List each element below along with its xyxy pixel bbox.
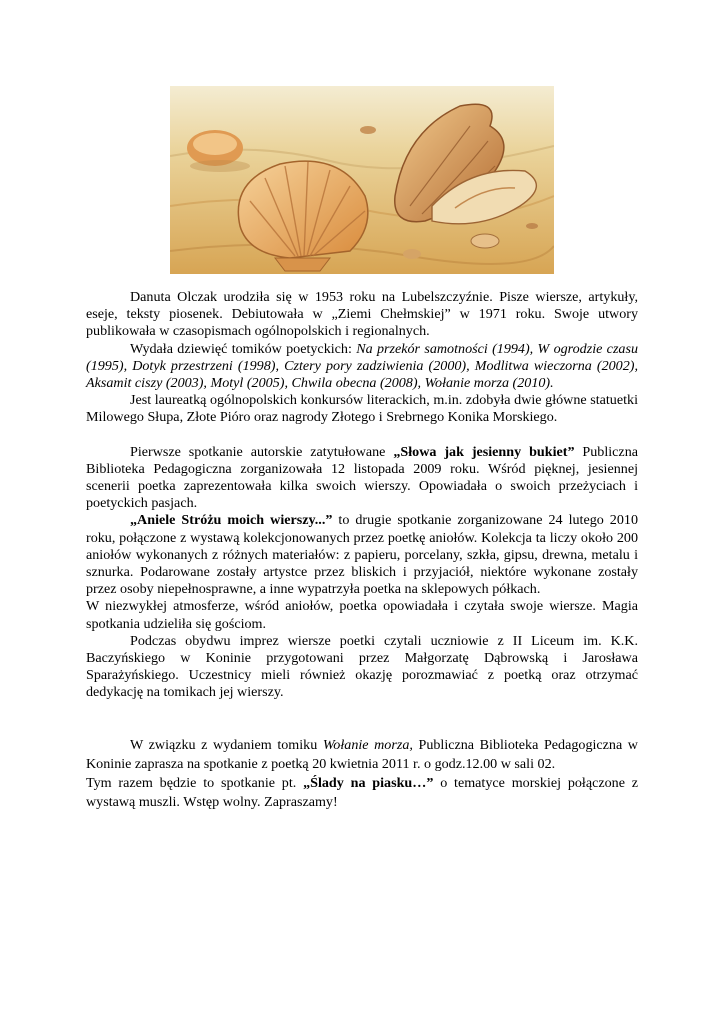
invitation-paragraph [86,736,638,774]
spacer [86,702,638,736]
bio-paragraph-3 [86,392,638,426]
event-title: „Ślady na piasku…” [303,774,434,791]
meeting-atmosphere-paragraph [86,598,638,632]
meeting-1-title: „Słowa jak jesienny bukiet” [393,443,575,460]
atmosphere-text: W niezwykłej atmosferze, wśród aniołów, poetka opowiadała i czytała swoje wiersze. Magia spotkania udzieliła się gościom. [86,598,638,632]
event-intro: Tym razem będzie to spotkanie pt. [86,774,304,791]
bio-lead-text: Wydała dziewięć tomików poetyckich: [130,340,357,357]
article-body [86,289,638,812]
event-text: o tematyce morskiej połączone z wystawą muszli. Wstęp wolny. Zapraszamy! [86,774,638,810]
seashells-illustration [170,86,554,274]
meeting-1-text: Publiczna Biblioteka Pedagogiczna zorganizowała 12 listopada 2009 roku. Wśród pięknej, jesiennej scenerii poetka zaprezentowała kilka swoich wierszy. Opowiadała o swoich przeżyciach i poetyckich pasjach. [86,443,638,512]
invitation-intro: W związku z wydaniem tomiku [130,736,323,753]
poetry-collection-titles: Na przekór samotności (1994), W ogrodzie czasu (1995), Dotyk przestrzeni (1998), Cztery pory zadziwienia (2000), Modlitwa wieczorna (2002), Aksamit ciszy (2003), Motyl (2005), Chwila obecna (2008), Wołanie morza (2010). [86,340,639,392]
seashells-on-sand-icon [170,86,554,274]
readers-text: Podczas obydwu imprez wiersze poetki czytali uczniowie z II Liceum im. K.K. Baczyńskiego w Koninie przygotowani przez Małgorzatę Dąbrowską i Jarosława Sparażyńskiego. Uczestnicy mieli również okazję porozmawiać z poetką oraz otrzymać dedykację na tomikach jej wierszy. [86,632,638,701]
bio-paragraph-1 [86,289,638,341]
book-title: Wołanie morza, [322,736,413,753]
meeting-2-text: to drugie spotkanie zorganizowane 24 lutego 2010 roku, połączone z wystawą kolekcjonowanych przez poetkę aniołów. Kolekcja ta liczy około 200 aniołów wykonanych z różnych materiałów: z papieru, porcelany, szkła, gipsu, drewna, metalu i sznurka. Podarowane zostały artystce przez bliskich i przyjaciół, niektóre wykonane zostały przez osoby niepełnosprawne, a inne wypatrzyła poetka na sklepowych półkach. [86,512,638,598]
awards-text: Jest laureatką ogólnopolskich konkursów literackich, m.in. zdobyła dwie główne statuetki Milowego Słupa, Złote Pióro oraz nagrody Złotego i Srebrnego Konika Morskiego. [86,392,638,426]
meeting-1-intro: Pierwsze spotkanie autorskie zatytułowane [130,443,394,460]
bio-paragraph-2 [86,341,638,393]
invitation-text: Publiczna Biblioteka Pedagogiczna w Koninie zaprasza na spotkanie z poetką 20 kwietnia 2011 r. o godz.12.00 w sali 02. [86,736,638,772]
meeting-2-title: „Aniele Stróżu moich wierszy...” [130,512,333,529]
meeting-2-paragraph [86,512,638,598]
meeting-readers-paragraph [86,633,638,702]
spacer [86,427,638,444]
bio-text: Danuta Olczak urodziła się w 1953 roku na Lubelszczyźnie. Pisze wiersze, artykuły, eseje, teksty piosenek. Debiutowała w „Ziemi Chełmskiej” w 1971 roku. Swoje utwory publikowała w czasopismach ogólnopolskich i regionalnych. [86,289,638,340]
meeting-1-paragraph [86,444,638,513]
invitation-event-paragraph [86,774,638,812]
